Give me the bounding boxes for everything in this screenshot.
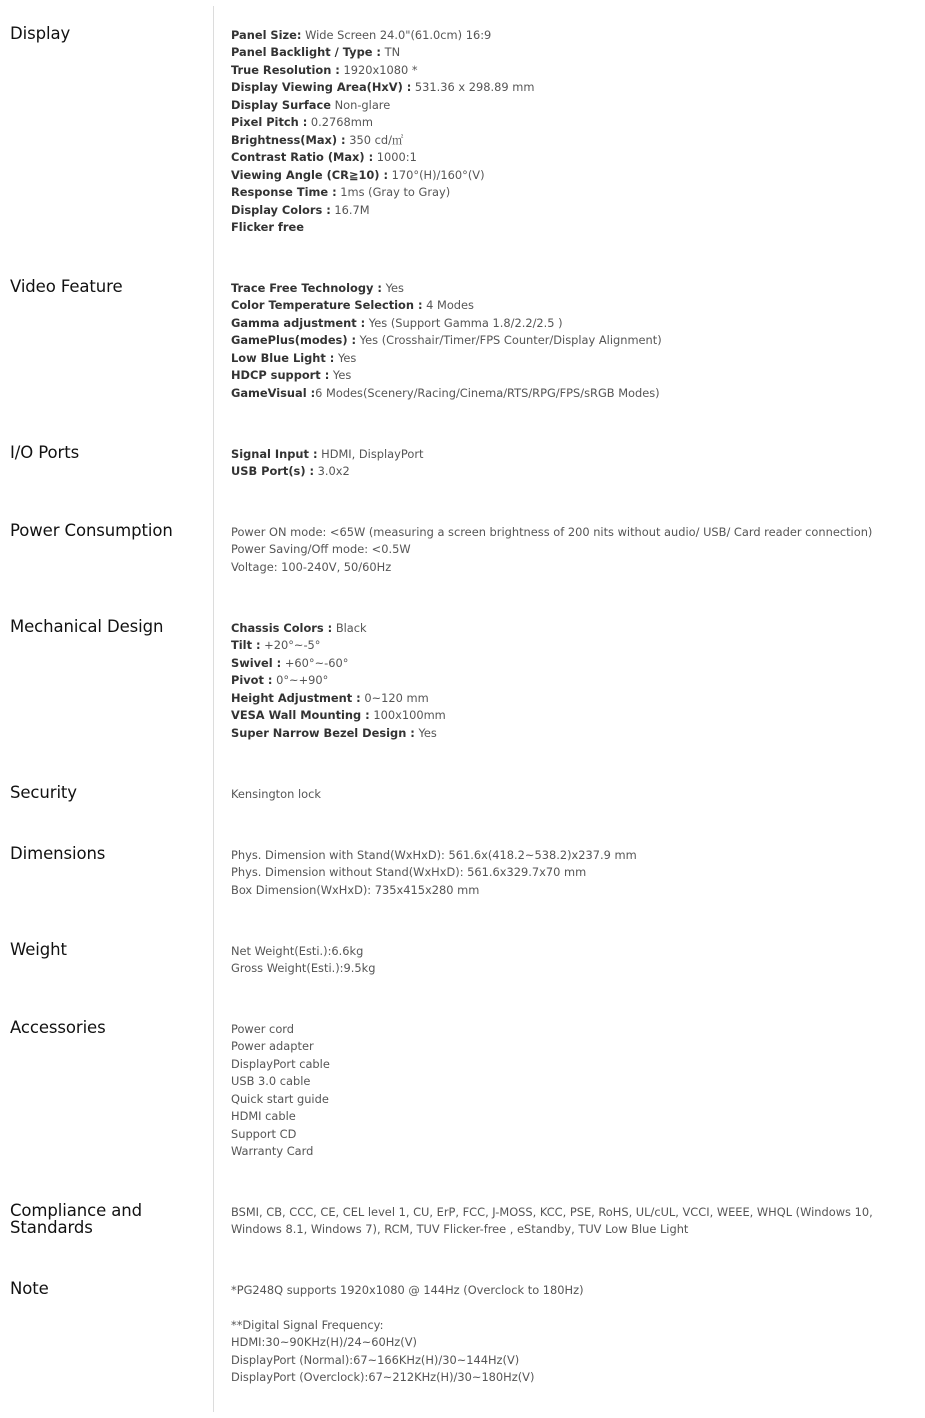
spec-key: Response Time : <box>231 185 337 200</box>
spec-key: GameVisual : <box>231 385 316 400</box>
spec-line <box>231 620 915 637</box>
spec-value: Power adapter <box>231 1039 314 1054</box>
spec-line <box>231 1108 915 1125</box>
section-title: Accessories <box>10 1018 106 1037</box>
section-title: Note <box>10 1279 49 1298</box>
spec-key: Panel Size: <box>231 28 302 42</box>
spec-key: Gamma adjustment : <box>231 315 366 330</box>
section-body <box>231 786 915 803</box>
spec-value: DisplayPort (Normal):67~166KHz(H)/30~144Hz(V) <box>231 1352 520 1367</box>
spec-value: 350 cd/㎡ <box>345 132 404 147</box>
spec-value: BSMI, CB, CCC, CE, CEL level 1, CU, ErP, FCC, J-MOSS, KCC, PSE, RoHS, UL/cUL, VCCI, WEEE, WHQL (Windows 10, Windows 8.1, Windows 7), RCM, TUV Flicker-free , eStandby, TUV Low Blue Light <box>231 1205 873 1237</box>
spec-line <box>231 62 915 79</box>
spec-value: Yes (Crosshair/Timer/FPS Counter/Display Alignment) <box>356 333 662 348</box>
spec-key: Trace Free Technology : <box>231 281 382 295</box>
spec-line <box>231 1204 915 1239</box>
spec-value: Voltage: 100-240V, 50/60Hz <box>231 559 392 574</box>
spec-line <box>231 559 915 576</box>
spec-key: Pivot : <box>231 673 273 688</box>
spec-line <box>231 943 915 960</box>
spec-line <box>231 1021 915 1038</box>
spec-line <box>231 637 915 654</box>
spec-value: +60°~-60° <box>281 655 349 670</box>
spec-line <box>231 315 915 332</box>
spec-line <box>231 960 915 977</box>
spec-line <box>231 655 915 672</box>
spec-key: Chassis Colors : <box>231 621 333 635</box>
spec-line <box>231 280 915 297</box>
spec-value: Phys. Dimension without Stand(WxHxD): 561.6x329.7x70 mm <box>231 865 587 880</box>
spec-value: Yes <box>334 350 357 365</box>
spec-key: Display Viewing Area(HxV) : <box>231 80 412 95</box>
spec-value: TN <box>380 45 401 60</box>
spec-value: DisplayPort cable <box>231 1056 330 1071</box>
spec-line <box>231 1056 915 1073</box>
spec-key: Brightness(Max) : <box>231 132 346 147</box>
spec-value: *PG248Q supports 1920x1080 @ 144Hz (Overclock to 180Hz) <box>231 1283 584 1297</box>
spec-value: 1000:1 <box>373 150 417 165</box>
section-body <box>231 620 915 742</box>
spec-line <box>231 114 915 131</box>
spec-value: Net Weight(Esti.):6.6kg <box>231 944 364 958</box>
spec-key: Low Blue Light : <box>231 350 335 365</box>
spec-value: HDMI, DisplayPort <box>317 447 424 461</box>
spec-key: Viewing Angle (CR≧10) : <box>231 167 389 182</box>
spec-line <box>231 27 915 44</box>
section-body <box>231 847 915 899</box>
spec-value: Power Saving/Off mode: <0.5W <box>231 542 411 557</box>
spec-value: Power cord <box>231 1022 295 1036</box>
spec-value: 1920x1080 * <box>339 62 418 77</box>
spec-line <box>231 149 915 166</box>
spec-key: Tilt : <box>231 638 261 653</box>
spec-value: 0.2768mm <box>307 115 373 130</box>
spec-value: Kensington lock <box>231 787 321 801</box>
spec-line <box>231 132 915 149</box>
section-body <box>231 27 915 236</box>
spec-value: Non-glare <box>330 97 391 112</box>
spec-key: Display Colors : <box>231 202 331 217</box>
section-body <box>231 1021 915 1161</box>
line-gap <box>231 1299 915 1316</box>
spec-key: GamePlus(modes) : <box>231 333 357 348</box>
spec-line <box>231 1143 915 1160</box>
spec-line <box>231 847 915 864</box>
spec-value: DisplayPort (Overclock):67~212KHz(H)/30~180Hz(V) <box>231 1370 535 1385</box>
spec-key: Panel Backlight / Type : <box>231 45 381 60</box>
spec-line <box>231 184 915 201</box>
spec-line <box>231 463 915 480</box>
spec-value: Wide Screen 24.0"(61.0cm) 16:9 <box>301 28 492 42</box>
section-title: Display <box>10 24 71 43</box>
spec-value: HDMI:30~90KHz(H)/24~60Hz(V) <box>231 1335 417 1350</box>
spec-value: Yes <box>414 725 437 740</box>
spec-key: Color Temperature Selection : <box>231 298 423 313</box>
section-body <box>231 1204 915 1239</box>
spec-line <box>231 1334 915 1351</box>
section-title: Video Feature <box>10 277 123 296</box>
spec-line <box>231 367 915 384</box>
spec-line <box>231 882 915 899</box>
spec-line <box>231 350 915 367</box>
spec-line <box>231 332 915 349</box>
spec-line <box>231 1317 915 1334</box>
spec-line <box>231 1369 915 1386</box>
spec-key: Signal Input : <box>231 447 318 461</box>
spec-value: 100x100mm <box>369 708 446 723</box>
spec-line <box>231 1073 915 1090</box>
spec-key: Pixel Pitch : <box>231 115 308 130</box>
spec-value: Gross Weight(Esti.):9.5kg <box>231 961 376 976</box>
spec-value: 0~120 mm <box>360 690 429 705</box>
spec-value: **Digital Signal Frequency: <box>231 1317 384 1332</box>
spec-line <box>231 385 915 402</box>
spec-value: USB 3.0 cable <box>231 1074 311 1089</box>
spec-value: 6 Modes(Scenery/Racing/Cinema/RTS/RPG/FPS/sRGB Modes) <box>315 385 660 400</box>
section-title: Security <box>10 783 77 802</box>
spec-value: Phys. Dimension with Stand(WxHxD): 561.6x(418.2~538.2)x237.9 mm <box>231 848 637 862</box>
section-body <box>231 280 915 402</box>
spec-line <box>231 1352 915 1369</box>
section-title: Weight <box>10 940 67 959</box>
section-title: Power Consumption <box>10 521 173 540</box>
spec-value: Support CD <box>231 1126 297 1141</box>
spec-key: Display Surface <box>231 97 331 112</box>
spec-value: 1ms (Gray to Gray) <box>336 185 451 200</box>
spec-value: Black <box>332 621 367 635</box>
section-title: I/O Ports <box>10 443 80 462</box>
section-body <box>231 446 915 481</box>
spec-line <box>231 786 915 803</box>
spec-line <box>231 1091 915 1108</box>
spec-line <box>231 446 915 463</box>
spec-key: Flicker free <box>231 219 304 234</box>
spec-value: Yes <box>329 368 352 383</box>
spec-value: Warranty Card <box>231 1144 314 1159</box>
spec-line <box>231 524 915 541</box>
section-body <box>231 943 915 978</box>
spec-line <box>231 167 915 184</box>
spec-key: Contrast Ratio (Max) : <box>231 150 374 165</box>
spec-value: 16.7M <box>330 202 370 217</box>
spec-key: USB Port(s) : <box>231 464 315 479</box>
spec-line <box>231 725 915 742</box>
spec-line <box>231 1126 915 1143</box>
section-title: Compliance and Standards <box>10 1201 143 1237</box>
spec-value: Quick start guide <box>231 1091 329 1106</box>
spec-line <box>231 1282 915 1299</box>
spec-value: 3.0x2 <box>314 464 350 479</box>
spec-line <box>231 1038 915 1055</box>
spec-line <box>231 44 915 61</box>
spec-line <box>231 541 915 558</box>
spec-line <box>231 79 915 96</box>
column-divider <box>213 6 214 1412</box>
spec-line <box>231 297 915 314</box>
spec-line <box>231 690 915 707</box>
spec-value: Yes (Support Gamma 1.8/2.2/2.5 ) <box>365 315 563 330</box>
spec-key: Height Adjustment : <box>231 690 361 705</box>
spec-value: HDMI cable <box>231 1109 296 1124</box>
spec-key: Swivel : <box>231 655 282 670</box>
spec-line <box>231 707 915 724</box>
spec-value: 0°~+90° <box>272 673 329 688</box>
spec-value: Box Dimension(WxHxD): 735x415x280 mm <box>231 882 480 897</box>
spec-key: VESA Wall Mounting : <box>231 708 370 723</box>
spec-value: 4 Modes <box>422 298 474 313</box>
spec-key: HDCP support : <box>231 368 330 383</box>
spec-value: 531.36 x 298.89 mm <box>411 80 535 95</box>
section-title: Dimensions <box>10 844 106 863</box>
spec-value: Yes <box>381 281 404 295</box>
section-body <box>231 524 915 576</box>
spec-line <box>231 202 915 219</box>
spec-line <box>231 97 915 114</box>
section-body <box>231 1282 915 1387</box>
spec-key: Super Narrow Bezel Design : <box>231 725 415 740</box>
spec-line <box>231 864 915 881</box>
spec-key: True Resolution : <box>231 62 340 77</box>
spec-line <box>231 672 915 689</box>
spec-value: +20°~-5° <box>260 638 321 653</box>
section-title: Mechanical Design <box>10 617 164 636</box>
spec-value: Power ON mode: <65W (measuring a screen brightness of 200 nits without audio/ USB/ Card reader connection) <box>231 525 873 539</box>
spec-line <box>231 219 915 236</box>
spec-value: 170°(H)/160°(V) <box>388 167 485 182</box>
